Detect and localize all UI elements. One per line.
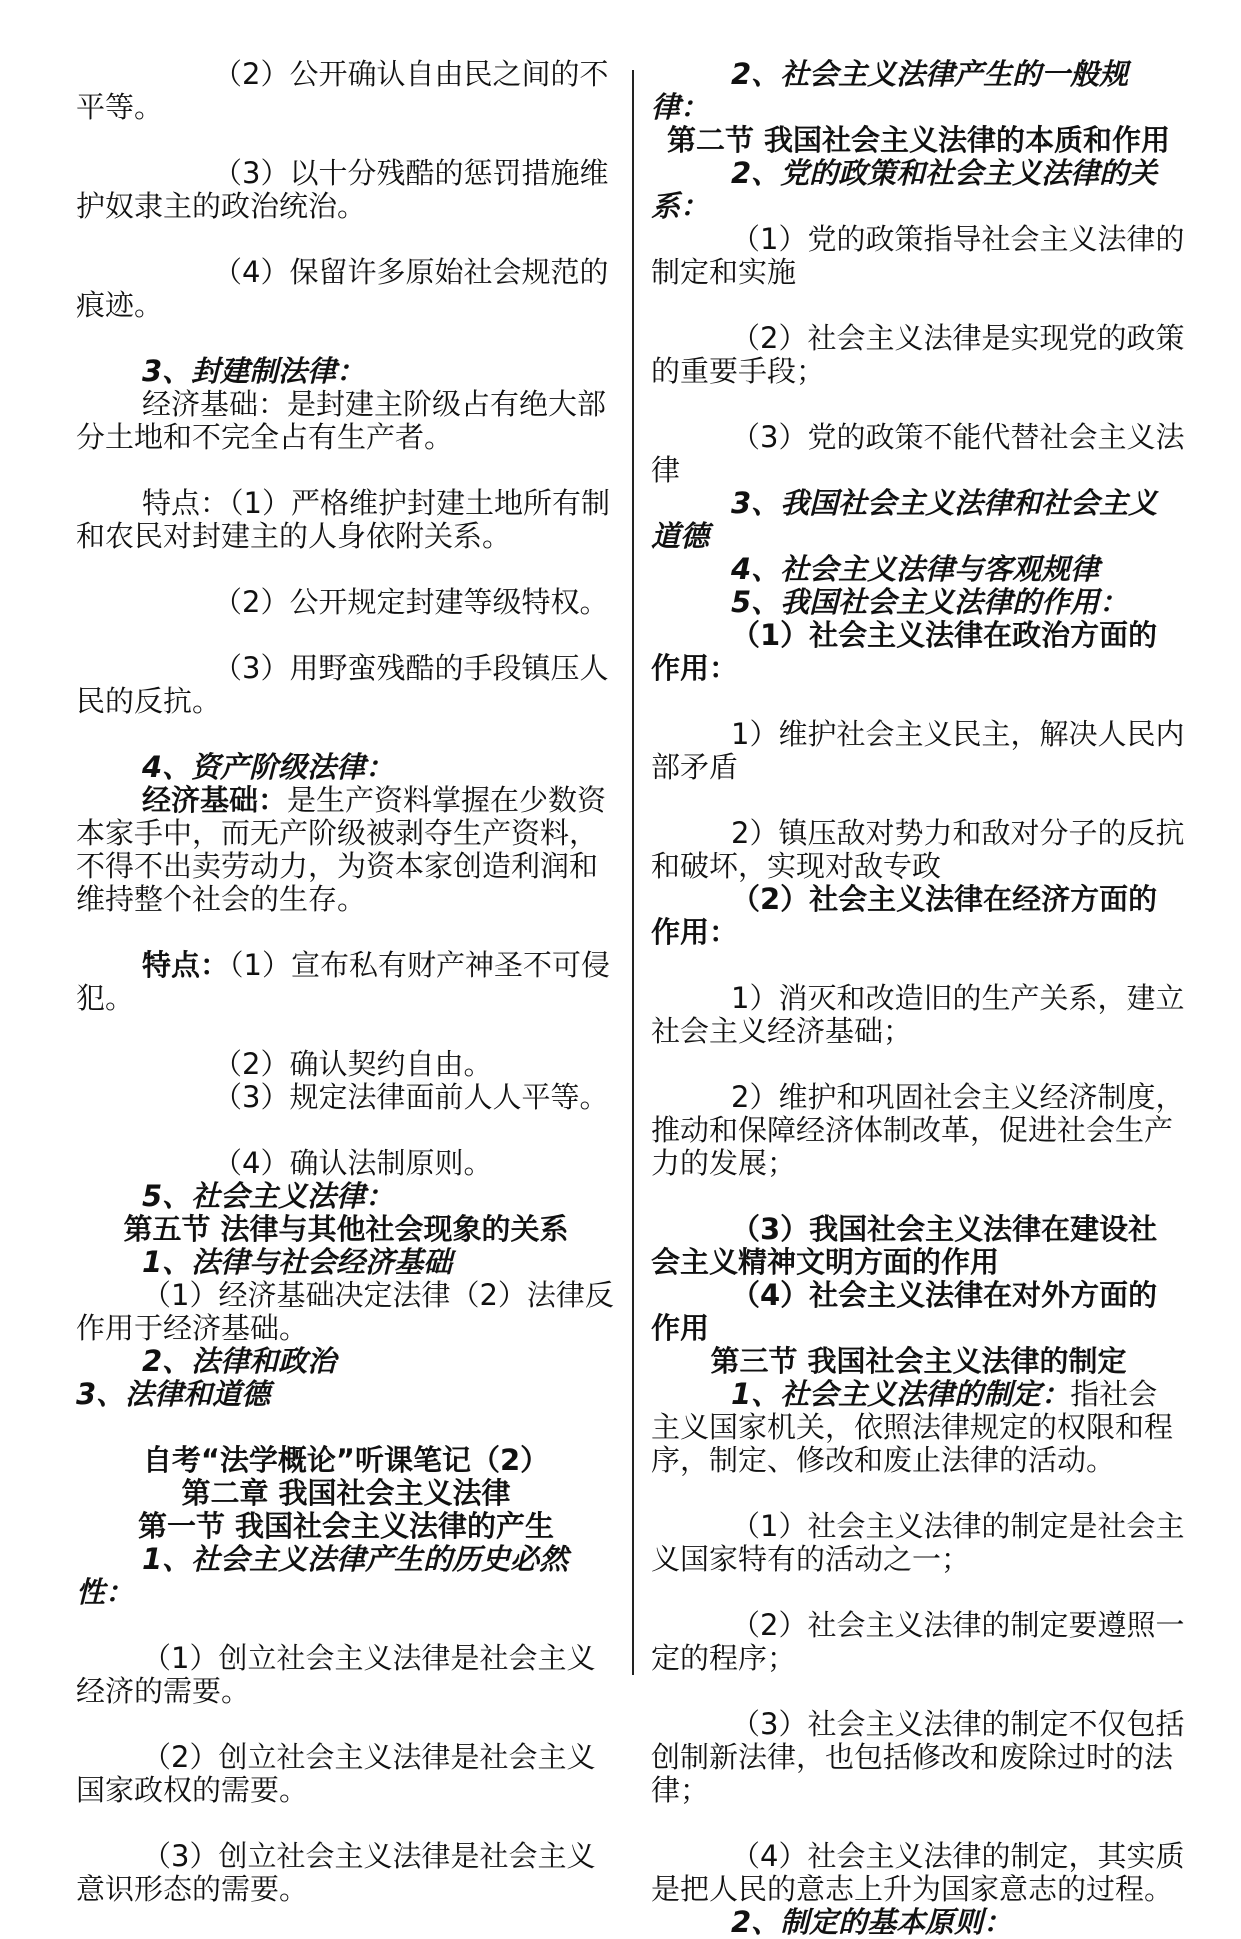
left-paragraph: 2、法律和政治 <box>142 1344 337 1378</box>
left-paragraph: 3、封建制法律： <box>142 354 366 388</box>
right-paragraph: 2、社会主义法律产生的一般规律： <box>651 57 1129 124</box>
left-paragraph: （3）创立社会主义法律是社会主义意识形态的需要。 <box>76 1839 596 1906</box>
left-paragraph: （4）确认法制原则。 <box>213 1146 493 1180</box>
left-paragraph: 经济基础：是生产资料掌握在少数资本家手中，而无产阶级被剥夺生产资料，不得不出卖劳动力，为资本家创造利润和维持整个社会的生存。 <box>76 783 607 916</box>
right-column <box>651 58 1186 1939</box>
left-paragraph: 5、社会主义法律： <box>142 1179 395 1213</box>
left-paragraph: 1、社会主义法律产生的历史必然性： <box>76 1542 569 1609</box>
right-paragraph: （2）社会主义法律的制定要遵照一定的程序； <box>651 1608 1185 1675</box>
left-paragraph: 第五节 法律与其他社会现象的关系 <box>123 1212 569 1246</box>
left-paragraph: （1）创立社会主义法律是社会主义经济的需要。 <box>76 1641 596 1708</box>
left-paragraph: 自考“法学概论”听课笔记（2） <box>142 1443 550 1477</box>
right-paragraph: 1）维护社会主义民主，解决人民内部矛盾 <box>651 717 1185 784</box>
left-column <box>76 58 616 1906</box>
left-paragraph: （3）以十分残酷的惩罚措施维护奴隶主的政治统治。 <box>76 156 609 223</box>
left-paragraph: （4）保留许多原始社会规范的痕迹。 <box>76 255 609 322</box>
right-paragraph: （2）社会主义法律在经济方面的作用： <box>651 882 1158 949</box>
left-paragraph: （2）公开确认自由民之间的不平等。 <box>76 57 609 124</box>
left-paragraph: 特点：（1）宣布私有财产神圣不可侵犯。 <box>76 948 610 1015</box>
right-paragraph: 5、我国社会主义法律的作用： <box>731 585 1129 619</box>
right-paragraph: 2、党的政策和社会主义法律的关系： <box>651 156 1158 223</box>
left-paragraph: 经济基础：是封建主阶级占有绝大部分土地和不完全占有生产者。 <box>76 387 607 454</box>
left-paragraph: （2）公开规定封建等级特权。 <box>213 585 609 619</box>
right-paragraph: （1）社会主义法律在政治方面的作用： <box>651 618 1158 685</box>
right-paragraph: 2）镇压敌对势力和敌对分子的反抗和破坏，实现对敌专政 <box>651 816 1185 883</box>
left-paragraph: 1、法律与社会经济基础 <box>142 1245 453 1279</box>
left-paragraph: （1）经济基础决定法律（2）法律反作用于经济基础。 <box>76 1278 614 1345</box>
right-paragraph: 1）消灭和改造旧的生产关系，建立社会主义经济基础； <box>651 981 1185 1048</box>
left-paragraph: （2）创立社会主义法律是社会主义国家政权的需要。 <box>76 1740 596 1807</box>
column-divider <box>632 70 634 1675</box>
left-paragraph: 第二章 我国社会主义法律 <box>181 1476 511 1510</box>
right-paragraph: 1、社会主义法律的制定：指社会主义国家机关，依照法律规定的权限和程序，制定、修改和废止法律的活动。 <box>651 1377 1174 1477</box>
right-paragraph: 3、我国社会主义法律和社会主义道德 <box>651 486 1158 553</box>
left-paragraph: 第一节 我国社会主义法律的产生 <box>137 1509 555 1543</box>
right-paragraph: （4）社会主义法律在对外方面的作用 <box>651 1278 1158 1345</box>
left-paragraph: （3）用野蛮残酷的手段镇压人民的反抗。 <box>76 651 609 718</box>
right-paragraph: 第二节 我国社会主义法律的本质和作用 <box>666 123 1171 157</box>
right-paragraph: 2）维护和巩固社会主义经济制度，推动和保障经济体制改革，促进社会生产力的发展； <box>651 1080 1185 1180</box>
left-paragraph: 4、资产阶级法律： <box>142 750 395 784</box>
right-paragraph: 2、制定的基本原则： <box>731 1905 1013 1939</box>
left-paragraph: 特点：（1）严格维护封建土地所有制和农民对封建主的人身依附关系。 <box>76 486 610 553</box>
right-paragraph: （3）党的政策不能代替社会主义法律 <box>651 420 1185 487</box>
right-paragraph: （3）社会主义法律的制定不仅包括创制新法律，也包括修改和废除过时的法律； <box>651 1707 1185 1807</box>
left-paragraph: （2）确认契约自由。 <box>213 1047 493 1081</box>
right-paragraph: （3）我国社会主义法律在建设社会主义精神文明方面的作用 <box>651 1212 1158 1279</box>
left-paragraph: （3）规定法律面前人人平等。 <box>213 1080 609 1114</box>
left-paragraph: 3、法律和道德 <box>76 1377 271 1411</box>
right-paragraph: （2）社会主义法律是实现党的政策的重要手段； <box>651 321 1185 388</box>
right-paragraph: （1）党的政策指导社会主义法律的制定和实施 <box>651 222 1185 289</box>
right-paragraph: （4）社会主义法律的制定，其实质是把人民的意志上升为国家意志的过程。 <box>651 1839 1185 1906</box>
right-paragraph: 4、社会主义法律与客观规律 <box>731 552 1100 586</box>
right-paragraph: （1）社会主义法律的制定是社会主义国家特有的活动之一； <box>651 1509 1185 1576</box>
right-paragraph: 第三节 我国社会主义法律的制定 <box>710 1344 1127 1378</box>
